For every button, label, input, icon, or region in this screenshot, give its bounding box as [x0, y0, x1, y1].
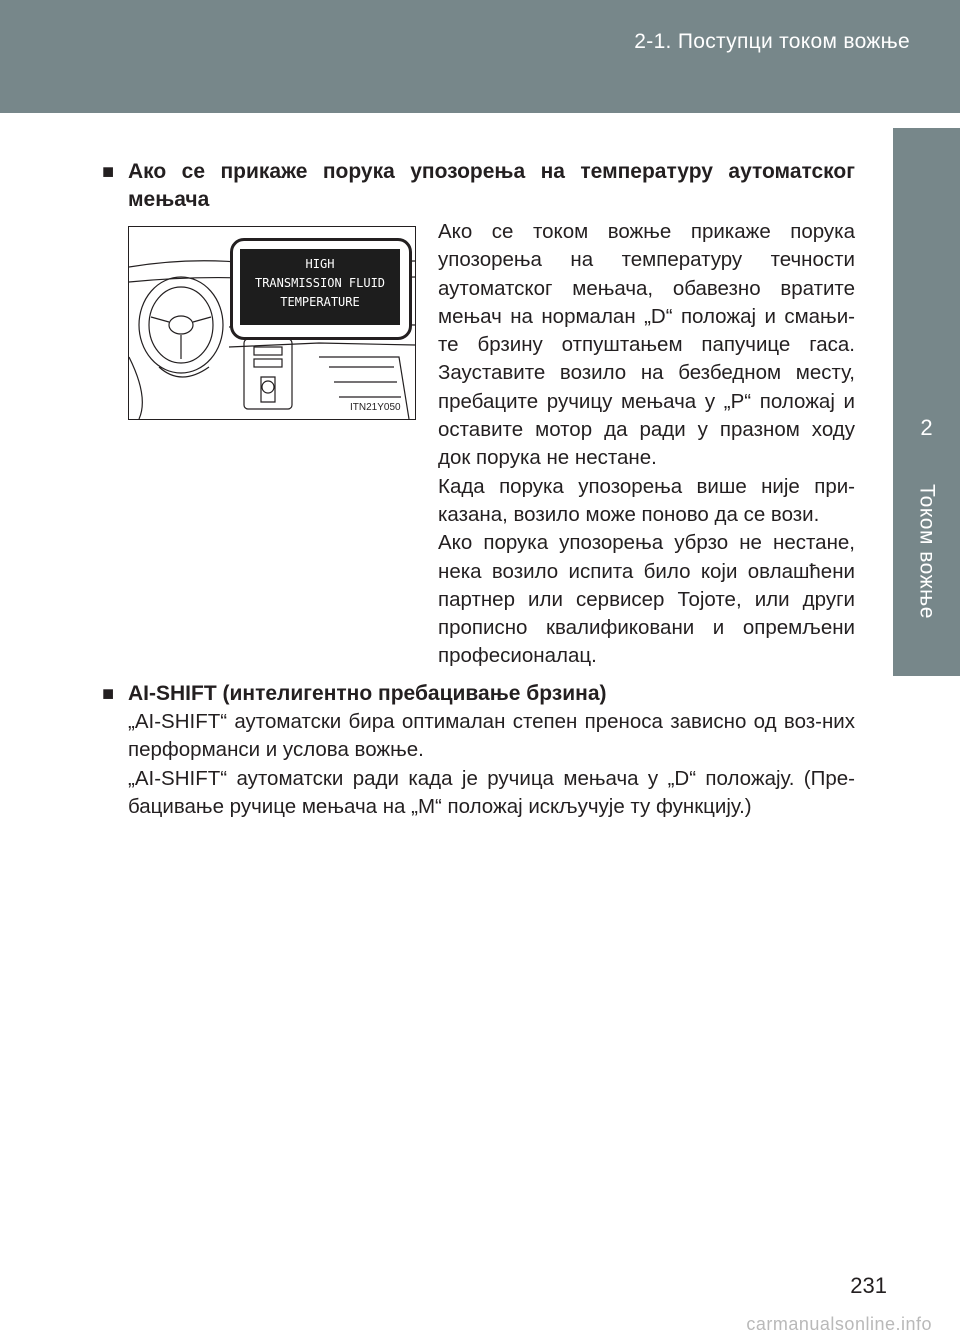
chapter-title: 2-1. Поступци током вожње: [634, 30, 910, 53]
bullet-square-icon: ■: [102, 161, 115, 183]
section1-paragraph-3: Ако порука упозорења убрзо не нестане, нека возило испита било који овлашћени партнер или сервисер Тојоте, или други прописно квалификовани и опремљени професионалац.: [438, 531, 855, 668]
bullet-square-icon: ■: [102, 683, 115, 705]
warning-display: [240, 249, 400, 325]
section1-paragraph-1: Ако се током вожње прикаже порука упозорења на температуру течности аутоматског мењача, обавезно вратите мењач на нормалан „D“ положај и смањи-те брзину отпуштањем папучице гаса. Зауставите возило на безбедном месту, пребаците ручицу мењача у „P“ положај и оставите мотор да ради у празном ходу док порука не нестане.: [438, 220, 855, 470]
section1-heading: [102, 158, 855, 214]
section1-paragraph-2: Када порука упозорења више није при-казана, возило може поново да се вози.: [438, 474, 855, 526]
section2-heading-text: AI-SHIFT (интелигентно пребацивање брзина): [128, 682, 607, 705]
section2-body: [128, 708, 855, 821]
section1-heading-line1: Ако се прикаже порука упозорења на температуру аутоматског: [128, 160, 855, 183]
side-tab-top: [893, 128, 960, 388]
side-tab-label-text: Током вожње: [915, 484, 939, 619]
figure-code: ITN21Y050: [350, 402, 401, 413]
section2-paragraph-2: „AI-SHIFT“ аутоматски ради када је ручица мењача у „D“ положају. (Пре-бацивање ручице мењача на „M“ положај искључује ту функцију.): [128, 766, 855, 818]
section2-heading: [102, 680, 855, 708]
display-line-3: TEMPERATURE: [280, 295, 360, 309]
header-bar: [0, 0, 960, 113]
watermark: carmanualsonline.info: [746, 1314, 932, 1334]
side-tab-number: 2: [893, 388, 960, 476]
display-line-2: TRANSMISSION FLUID: [254, 276, 386, 290]
side-tab-label: [893, 476, 960, 676]
section2-paragraph-1: „AI-SHIFT“ аутоматски бира оптималан степен преноса зависно од воз-них перформанси и услова вожње.: [128, 710, 855, 762]
display-line-1: HIGH: [305, 257, 335, 271]
section1-heading-line2: мењача: [128, 188, 210, 211]
section1-body: [438, 218, 855, 671]
page-number: 231: [850, 1273, 887, 1298]
